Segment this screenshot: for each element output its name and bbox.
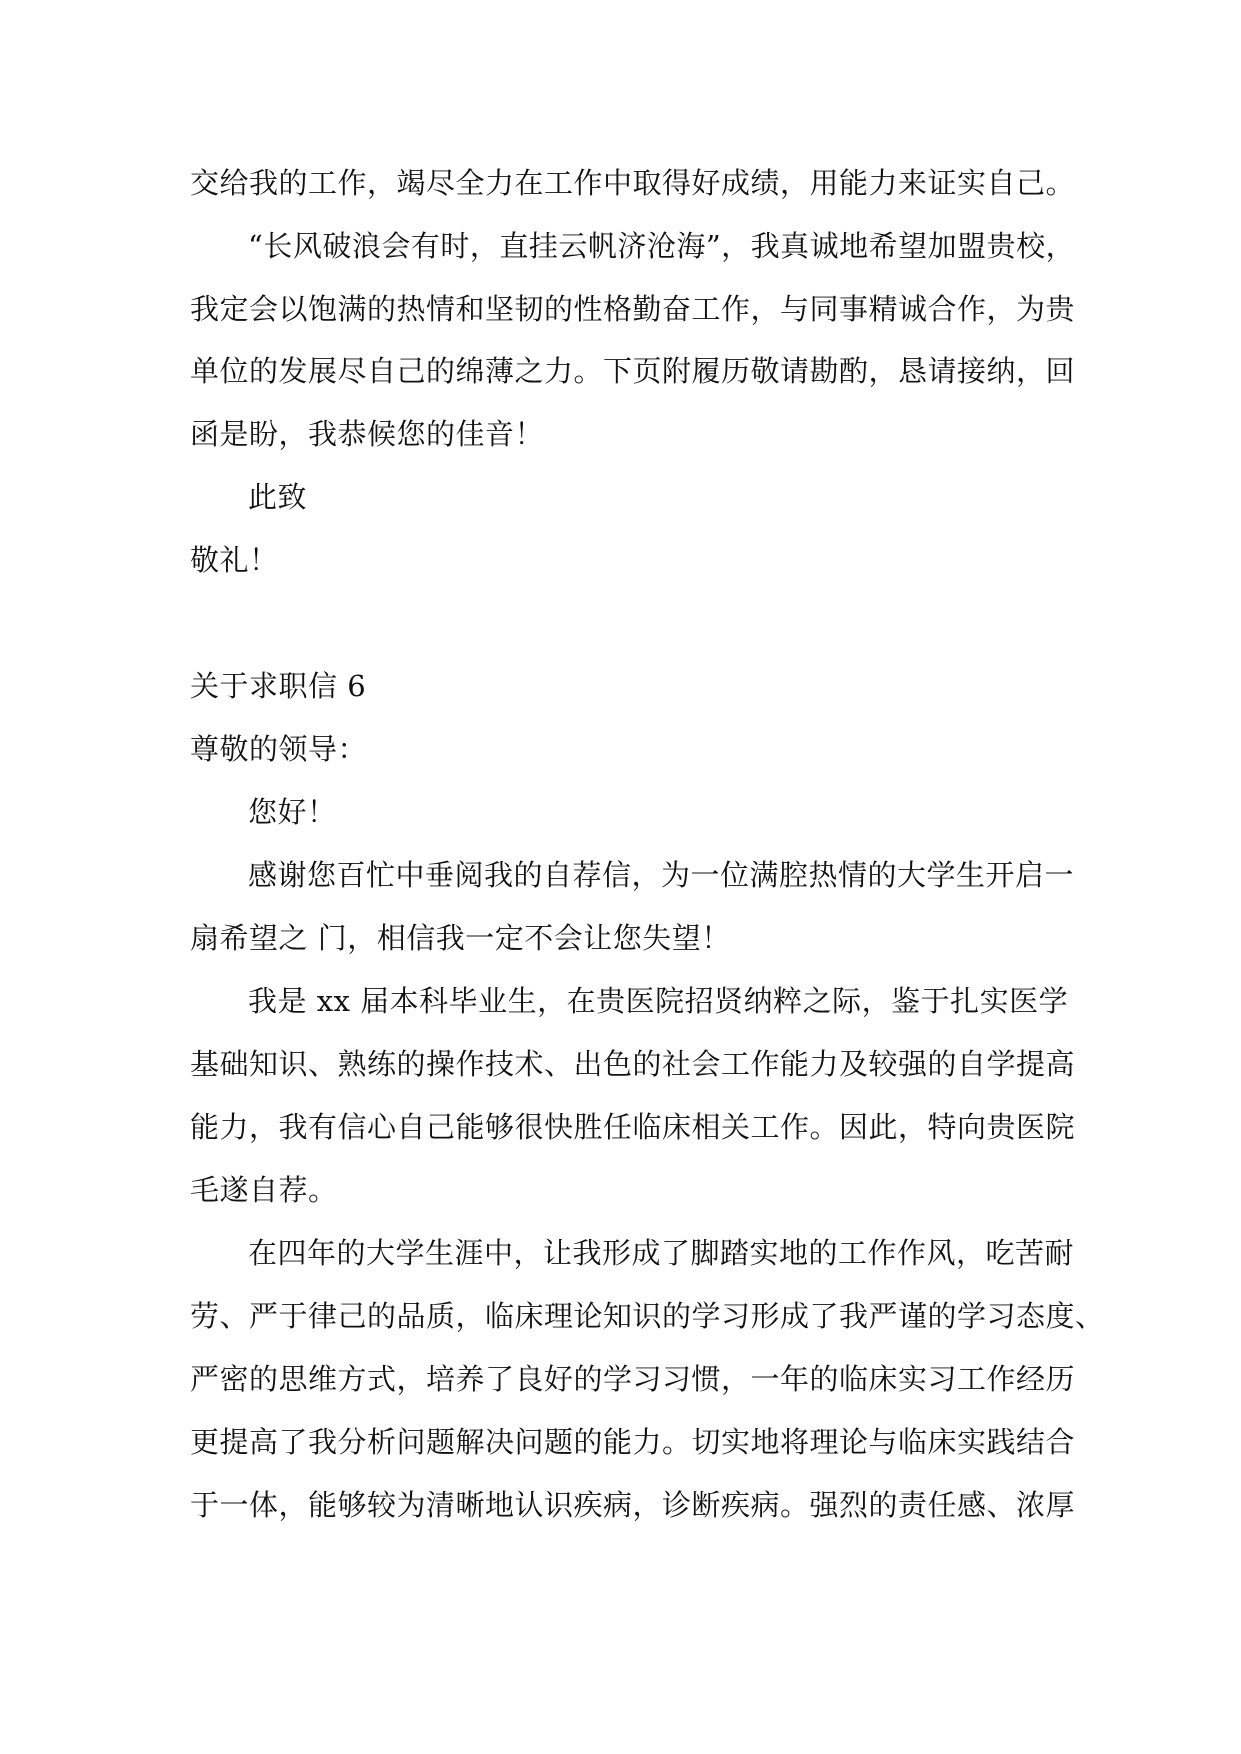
salutation: 尊敬的领导： (190, 732, 368, 766)
section-title: 关于求职信 6 (190, 669, 367, 703)
paragraph-line: 毛遂自荐。 (190, 1173, 338, 1207)
paragraph-line: 函是盼，我恭候您的佳音！ (190, 417, 545, 451)
paragraph-line: 交给我的工作，竭尽全力在工作中取得好成绩，用能力来证实自己。 (190, 166, 1076, 200)
paragraph-line: 劳、严于律己的品质，临床理论知识的学习形成了我严谨的学习态度、 (190, 1299, 1105, 1333)
paragraph-line: 能力，我有信心自己能够很快胜任临床相关工作。因此，特向贵医院 (190, 1110, 1076, 1144)
paragraph-line: 在四年的大学生涯中，让我形成了脚踏实地的工作作风，吃苦耐 (248, 1236, 1075, 1270)
paragraph-line: 单位的发展尽自己的绵薄之力。下页附履历敬请勘酌，恳请接纳，回 (190, 354, 1076, 388)
greeting: 您好！ (248, 795, 337, 829)
paragraph-line: 我定会以饱满的热情和坚韧的性格勤奋工作，与同事精诚合作，为贵 (190, 292, 1076, 326)
paragraph-line: “长风破浪会有时，直挂云帆济沧海”，我真诚地希望加盟贵校， (248, 229, 1076, 263)
paragraph-line: 更提高了我分析问题解决问题的能力。切实地将理论与临床实践结合 (190, 1425, 1076, 1459)
paragraph-line: 我是 xx 届本科毕业生，在贵医院招贤纳粹之际，鉴于扎实医学 (248, 984, 1069, 1018)
salutation-closing: 敬礼！ (190, 543, 279, 577)
closing-line: 此致 (248, 480, 308, 514)
paragraph-line: 感谢您百忙中垂阅我的自荐信，为一位满腔热情的大学生开启一 (248, 858, 1075, 892)
paragraph-line: 扇希望之 门，相信我一定不会让您失望！ (190, 921, 731, 955)
paragraph-line: 基础知识、熟练的操作技术、出色的社会工作能力及较强的自学提高 (190, 1047, 1076, 1081)
paragraph-line: 于一体，能够较为清晰地认识疾病，诊断疾病。强烈的责任感、浓厚 (190, 1488, 1076, 1522)
paragraph-line: 严密的思维方式，培养了良好的学习习惯，一年的临床实习工作经历 (190, 1362, 1076, 1396)
